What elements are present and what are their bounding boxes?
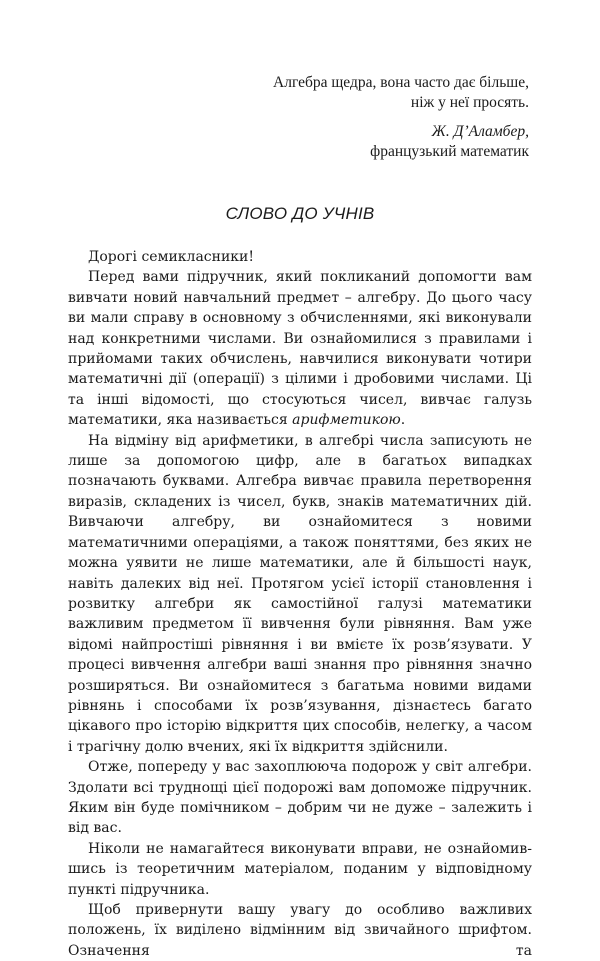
paragraph: На відміну від арифметики, в алгебрі числа записують не лише за допомогою цифр, але в багатьох випадках позначають буквами. Алгебра вивчає правила перетворення виразів, складених із чисел, букв, знаків математичних дій. Вивчаючи алгебру, ви ознайомитеся з новими математичними операціями, а також поняттями, без яких не можна уявити не лише математики, але й більшості наук, навіть далеких від неї. Протягом усієї історії становлення і розвитку алгебри як самостійної галузі математики важливим предметом її вивчення були рівняння. Вам уже відомі найпростіші рівняння і ви вмієте їх розв’язувати. У процесі вивчення алгебри ваші знання про рівняння значно розширяться. Ви ознайомитеся з багатьма новими видами рівнянь і способами їх розв’язування, дізнаєтесь багато цікавого про історію відкриття цих способів, нелегку, а часом і трагічну долю вчених, які їх відкриття здійснили. <box>68 432 532 755</box>
paragraph-text: Перед вами підручник, який покликаний допомогти вам вивчати новий навчальний предмет – алгебру. До цього часу ви мали справу в основному з обчисленнями, які виконували над конкретними числами. Ви ознайомилися з правилами і прийомами таких обчислень, навчилися виконувати чотири математичні дії (операції) з цілими і дробовими числами. Ці та інші відомості, що стосуються чисел, вивчає галузь математики, яка називається <box>68 269 532 429</box>
epigraph-line: ніж у неї просять. <box>410 94 529 111</box>
term-arithmetic: арифметикою <box>292 412 401 429</box>
epigraph-line: Алгебра щедра, вона часто дає більше, <box>273 74 529 91</box>
epigraph <box>200 73 529 162</box>
paragraph: Щоб привернути вашу увагу до особливо важливих положень, їх виділено відмінним від звичайного шрифтом. Означення та <box>68 902 532 959</box>
paragraph <box>68 267 532 430</box>
paragraph: Ніколи не намагайтеся виконувати вправи, не ознайомившись із теоретичним матеріалом, поданим у відповідному пункті підручника. <box>68 840 532 898</box>
epigraph-author-role: французький математик <box>370 143 529 160</box>
body-text <box>68 247 532 961</box>
paragraph-end: . <box>400 412 406 429</box>
paragraph: Отже, попереду у вас захоплююча подорож у світ алгебри. Здолати всі труднощі цієї подорожі вам допоможе підручник. Яким він буде помічником – добрим чи не дуже – залежить і від вас. <box>68 759 532 837</box>
page-title: СЛОВО ДО УЧНІВ <box>225 204 375 223</box>
greeting: Дорогі семикласники! <box>88 249 255 265</box>
epigraph-author: Ж. Д’Аламбер, <box>431 123 529 140</box>
